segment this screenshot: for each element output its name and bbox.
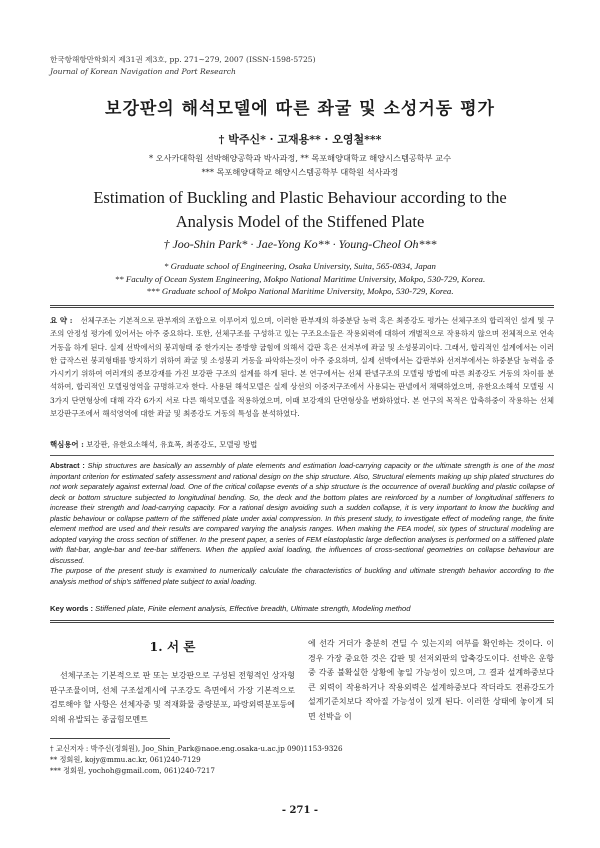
- abstract-ko-label: 요 약 :: [50, 316, 73, 325]
- page-number: - 271 -: [281, 805, 319, 816]
- abstract-en-purpose: The purpose of the present study is examined to numerically calculate the characteristics of buckling and ultimate strength behavior according to the analysis method of ship's stiffened plate subject to axial loading.: [50, 566, 554, 586]
- paper-title-en: [0, 186, 600, 234]
- abstract-bottom-rule: [50, 620, 554, 623]
- affiliations-ko: [0, 151, 600, 179]
- journal-info-ko: 한국항해항만학회지 제31권 제3호, pp. 271~279, 2007 (ISSN-1598-5725): [50, 55, 316, 64]
- affiliations-en: [0, 260, 600, 298]
- footnote-author3: *** 정회원, yochoh@gmail.com, 061)240-7217: [50, 766, 215, 775]
- running-header: [50, 54, 316, 78]
- keywords-en-label: Key words :: [50, 604, 94, 613]
- paper-title-ko: 보강판의 해석모델에 따른 좌굴 및 소성거동 평가: [105, 99, 495, 119]
- abstract-top-rule: [50, 305, 554, 308]
- section-heading-introduction: 1. 서 론: [149, 639, 196, 654]
- affiliation-en-line: * Graduate school of Engineering, Osaka University, Suita, 565-0834, Japan: [164, 261, 436, 271]
- keywords-ko-text: 보강판, 유한요소해석, 유효폭, 최종강도, 모델링 방법: [86, 440, 258, 449]
- body-column-left: 선체구조는 기본적으로 판 또는 보강판으로 구성된 전형적인 상자형 판구조물이며, 선체 구조설계시에 구조강도 측면에서 가장 기본적으로 검토해야 할 사항은 선체자중 및 적재화물 중량분포, 파랑외력분포등에 의해 유발되는 종굽힘모멘트: [50, 671, 295, 724]
- keywords-ko: [50, 439, 554, 450]
- affiliation-en-line: ** Faculty of Ocean System Engineering, Mokpo National Maritime University, Mokpo, 530-729, Korea.: [114, 273, 486, 284]
- footnote-rule: [50, 738, 170, 739]
- keywords-en-text: Stiffened plate, Finite element analysis, Effective breadth, Ultimate strength, Modeling method: [95, 604, 411, 613]
- abstract-en-text: Ship structures are basically an assembly of plate elements and estimation load-carrying capacity or the ultimate strength is one of the most important criterion for estimated safety assessment and rational design on the ship structure. Also, Structural elements making up ship plated structures do not work separately against external load. One of the critical collapse events of a ship structure is the occurrence of overall buckling and plastic collapse of deck or bottom structure subjected to longitudinal bending. So, the deck and the bottom plates are reinforced by a number of longitudinal stiffeners to increase their strength and load-carrying capacity. For a rational design avoiding such a sudden collapse, it is very important to know the buckling and plastic behaviour or collapse pattern of the stiffened plate under axial compression. In this present study, to investigate effect of modeling range, the finite element method are used and their results are compared varying the analysis ranges. When making the FEA model, six types of structural modeling are adopted varying the cross section of stiffener. In the present paper, a series of FEM elastoplastic large deflection analyses is performed on a stiffened plate with flat-bar, angle-bar and tee-bar stiffeners. When the applied axial loading, the influences of cross-sectional geometries on collapse behaviour are discussed.: [50, 461, 554, 565]
- authors-en: † Joo-Shin Park* · Jae-Yong Ko** · Young-Cheol Oh***: [163, 237, 437, 251]
- affiliation-ko-line: *** 목포해양대학교 해양시스템공학부 대학원 석사과정: [201, 167, 399, 177]
- keywords-en: [50, 604, 554, 613]
- journal-name-en: Journal of Korean Navigation and Port Research: [50, 67, 236, 76]
- abstract-en: [50, 461, 554, 587]
- abstract-ko: [50, 314, 554, 420]
- affiliation-ko-line: * 오사카대학원 선박해양공학과 박사과정, ** 목포해양대학교 해양시스템공학부 교수: [148, 153, 451, 163]
- abstract-ko-text: 선체구조는 기본적으로 판부재의 조합으로 이루어져 있으며, 이러한 판부재의 하중분담 능력 혹은 최종강도 평가는 선체구조의 합리적인 설계 및 구조의 안정성 평가에 있어서는 아주 중요하다. 또한, 선체구조를 구성하고 있는 구조요소들은 작용외력에 대하여 개별적으로 작용하지 않으며 전체적으로 연속거동을 하게 된다. 실제 선박에서의 붕괴형태 중 한가지는 종방향 굽힘에 의해서 갑판 혹은 선저부에 좌굴 및 소성붕괴이다. 그래서, 합리적인 설계에서는 이러한 급작스런 붕괴형태를 방지하기 위하여 좌굴 및 소성붕괴 거동을 파악하는것이 아주 중요하며, 실제 선박에서는 갑판부와 선저부에서는 하중분담 능력을 증가시키기 위하여 여러개의 종보강재를 가진 보강판 구조의 설계를 하게 된다. 본 연구에서는 선체 판넬구조의 모델링 방법에 따른 최종강도 거동의 차이를 분석하여, 합리적인 모델링영역을 규명하고자 한다. 사용된 해석모델은 실제 상선의 이중저구조에서 사용되는 판넬에서 채택하였으며, 유한요소해석 모델링 시 3가지 단면형상에 대해 각각 6가지 서로 다른 해석모델을 적용하였으며, 이때 보강재의 단면형상을 변화하였다. 본 연구의 목적은 압축하중이 작용하는 선체 보강판구조에서 해석영역에 대한 좌굴 및 최종강도 거동의 특성을 분석하였다.: [50, 316, 555, 419]
- abstract-en-label: Abstract :: [50, 461, 85, 470]
- footnote-author2: ** 정회원, kojy@mmu.ac.kr, 061)240-7129: [50, 755, 201, 764]
- body-column-right: 에 선각 거더가 충분히 견딜 수 있는지의 여부를 확인하는 것이다. 이 경우 가장 중요한 것은 갑판 및 선저외판의 압축강도이다. 선박은 운항 중 각종 불확실한 상황에 놓일 가능성이 있으며, 그 결과 설계하중보다 큰 외력이 작용하거나 작용외력은 설계하중보다 작더라도 전류강도가 설계기준치보다 작아질 가능성이 있게 된다. 이러한 상태에 놓이게 되면 선박을 이: [308, 639, 554, 721]
- authors-ko: † 박주신* · 고재용** · 오영철***: [218, 133, 382, 146]
- section-divider: [50, 455, 554, 456]
- title-en-line: Analysis Model of the Stiffened Plate: [175, 212, 425, 231]
- title-en-line: Estimation of Buckling and Plastic Behaviour according to the: [93, 188, 507, 207]
- footnote-corresponding: † 교신저자 : 박주신(정회원), Joo_Shin_Park@naoe.eng.osaka-u.ac.jp 090)1153-9326: [50, 744, 343, 753]
- keywords-ko-label: 핵심용어 :: [50, 440, 84, 449]
- affiliation-en-line: *** Graduate school of Mokpo National Maritime University, Mokpo, 530-729, Korea.: [146, 286, 454, 296]
- footnotes: [50, 743, 554, 776]
